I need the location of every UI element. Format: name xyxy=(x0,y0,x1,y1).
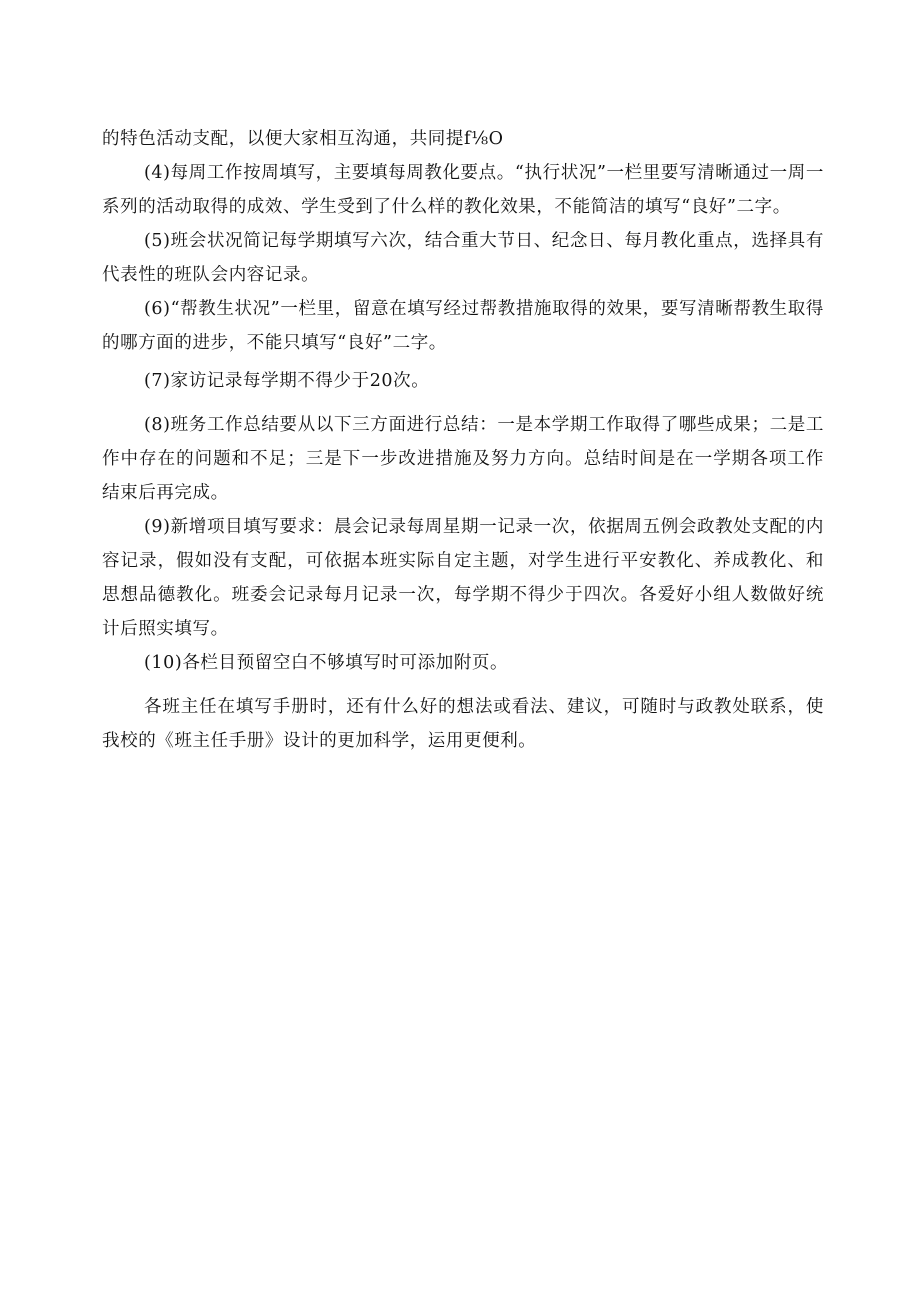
paragraph-item-4: (4)每周工作按周填写，主要填每周教化要点。“执行状况”一栏里要写清晰通过一周一系列的活动取得的成效、学生受到了什么样的教化效果，不能简洁的填写“良好”二字。 xyxy=(102,163,824,217)
paragraph-item-8: (8)班务工作总结要从以下三方面进行总结：一是本学期工作取得了哪些成果；二是工作中存在的问题和不足；三是下一步改进措施及努力方向。总结时间是在一学期各项工作结束后再完成。 xyxy=(102,415,824,503)
paragraph-closing: 各班主任在填写手册时，还有什么好的想法或看法、建议，可随时与政教处联系，使我校的《班主任手册》设计的更加科学，运用更便利。 xyxy=(102,697,824,751)
paragraph-item-5: (5)班会状况简记每学期填写六次，结合重大节日、纪念日、每月教化重点，选择具有代表性的班队会内容记录。 xyxy=(102,231,824,285)
paragraph-item-7: (7)家访记录每学期不得少于20次。 xyxy=(144,371,430,391)
paragraph-item-10: (10)各栏目预留空白不够填写时可添加附页。 xyxy=(144,653,509,673)
paragraph-item-9: (9)新增项目填写要求：晨会记录每周星期一记录一次，依据周五例会政教处支配的内容记录，假如没有支配，可依据本班实际自定主题，对学生进行平安教化、养成教化、和思想品德教化。班委会记录每月记录一次，每学期不得少于四次。各爱好小组人数做好统计后照实填写。 xyxy=(102,517,824,639)
document-body xyxy=(102,122,824,758)
paragraph-item-6: (6)“帮教生状况”一栏里，留意在填写经过帮教措施取得的效果，要写清晰帮教生取得的哪方面的进步，不能只填写“良好”二字。 xyxy=(102,299,824,353)
paragraph-continuation: 的特色活动支配，以便大家相互沟通，共同提f⅛O xyxy=(102,129,504,149)
